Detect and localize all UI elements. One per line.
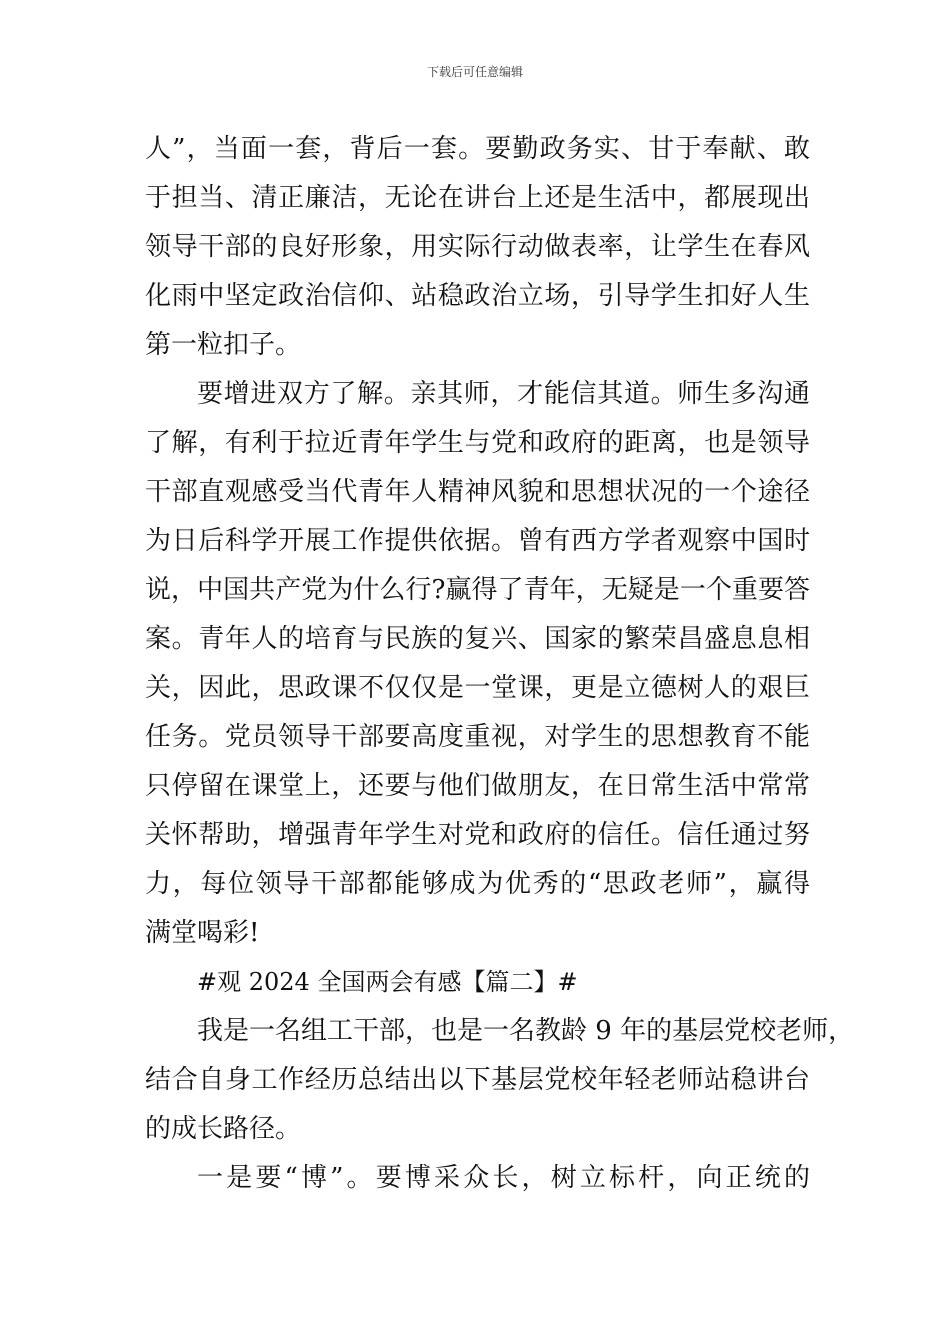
text-line: 第一粒扣子。: [145, 330, 302, 360]
text-line: 人”，当面一套，背后一套。要勤政务实、甘于奉献、敢: [145, 134, 810, 164]
text-line: 一是要“博”。要博采众长，树立标杆，向正统的: [197, 1163, 810, 1193]
page-header-note: 下载后可任意编辑: [426, 65, 523, 79]
text-line: 了解，有利于拉近青年学生与党和政府的距离，也是领导: [145, 428, 810, 458]
text-line: 说，中国共产党为什么行?赢得了青年，无疑是一个重要答: [145, 575, 810, 605]
text-line: 结合自身工作经历总结出以下基层党校年轻老师站稳讲台: [145, 1065, 810, 1095]
text-line: 要增进双方了解。亲其师，才能信其道。师生多沟通: [197, 379, 810, 409]
text-line: 于担当、清正廉洁，无论在讲台上还是生活中，都展现出: [145, 183, 810, 213]
text-line: 关怀帮助，增强青年学生对党和政府的信任。信任通过努: [145, 820, 810, 850]
text-line: 只停留在课堂上，还要与他们做朋友，在日常生活中常常: [145, 771, 810, 801]
text-line: 我是一名组工干部，也是一名教龄 9 年的基层党校老师，: [197, 1016, 855, 1046]
text-line: 案。青年人的培育与民族的复兴、国家的繁荣昌盛息息相: [145, 624, 810, 654]
text-line: 力，每位领导干部都能够成为优秀的“思政老师”，赢得: [145, 869, 810, 899]
text-line: 关，因此，思政课不仅仅是一堂课，更是立德树人的艰巨: [145, 673, 810, 703]
text-line: 满堂喝彩!: [145, 918, 260, 948]
text-line: 为日后科学开展工作提供依据。曾有西方学者观察中国时: [145, 526, 810, 556]
text-line: 化雨中坚定政治信仰、站稳政治立场，引导学生扣好人生: [145, 281, 810, 311]
text-line: 干部直观感受当代青年人精神风貌和思想状况的一个途径: [145, 477, 810, 507]
document-body: [145, 125, 855, 1203]
text-line: 领导干部的良好形象，用实际行动做表率，让学生在春风: [145, 232, 810, 262]
section-heading: #观 2024 全国两会有感【篇二】#: [197, 968, 578, 996]
text-line: 任务。党员领导干部要高度重视，对学生的思想教育不能: [145, 722, 810, 752]
text-line: 的成长路径。: [145, 1114, 302, 1144]
